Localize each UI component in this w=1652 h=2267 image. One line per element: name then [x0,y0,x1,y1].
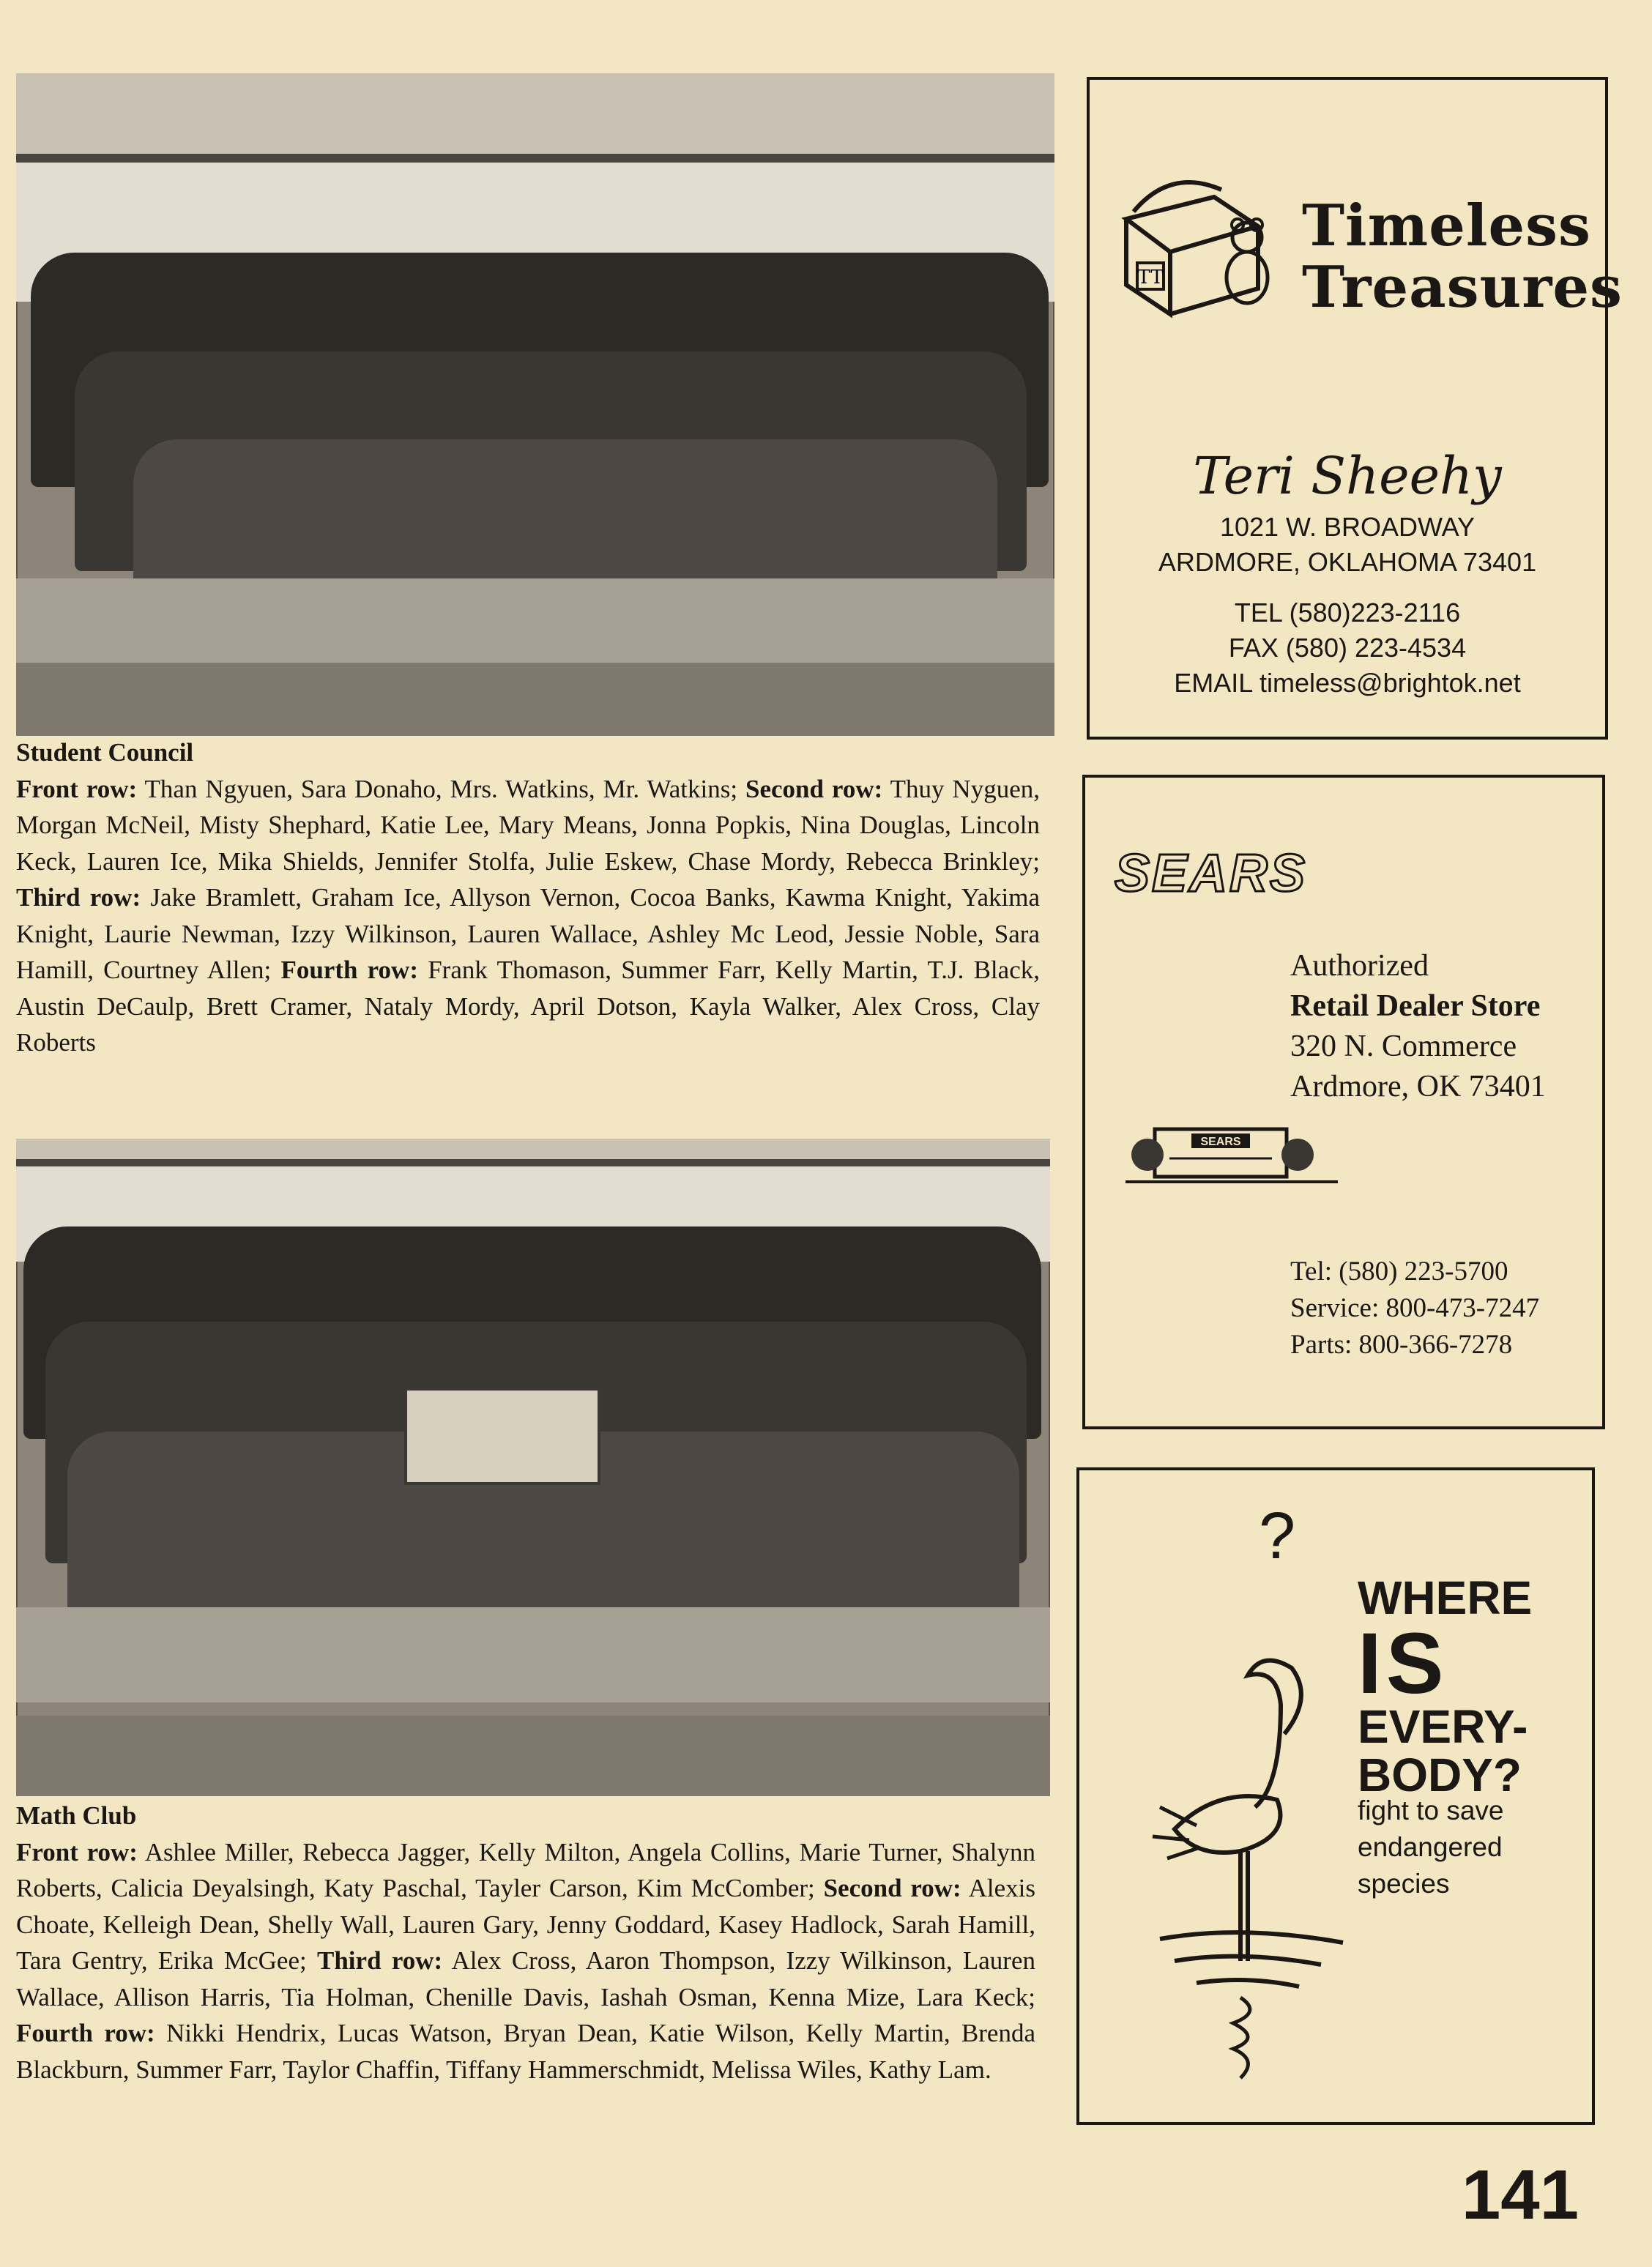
parts-number: Parts: 800-366-7278 [1290,1330,1513,1360]
flamingo-icon [1131,1492,1380,2093]
phone-number: TEL (580)223-2116 [1234,598,1461,628]
headline-word1: WHERE [1358,1571,1533,1624]
treasure-chest-icon [1112,168,1295,321]
ad-line4: Ardmore, OK 73401 [1290,1070,1546,1103]
address-line1: 1021 W. BROADWAY [1219,512,1476,542]
row-names: Nikki Hendrix, Lucas Watson, Bryan Dean, Katie Wilson, Kelly Martin, Brenda Blackburn, Summer Farr, Taylor Chaffin, Tiffany Hammerschmidt, Melissa Wiles, Kathy Lam. [16,2019,1035,2084]
service-number: Service: 800-473-7247 [1290,1293,1540,1323]
tagline-line3: species [1358,1869,1450,1899]
math-club-photo [16,1139,1050,1796]
question-mark: ? [1258,1500,1296,1573]
headline-word2: IS [1358,1615,1448,1712]
row-label: Second row: [823,1874,961,1902]
row-names: Alexis Choate, Kelleigh Dean, Shelly Wall, Lauren Gary, Jenny Goddard, Kasey Hadlock, Sarah Hamill, Tara Gentry, Erika McGee; [16,1874,1035,1975]
row-label: Second row: [745,774,883,803]
brand-name-line2: Treasures [1302,254,1623,321]
fax-number: FAX (580) 223-4534 [1228,633,1467,663]
row-names: Alex Cross, Aaron Thompson, Izzy Wilkinson, Lauren Wallace, Allison Harris, Tia Holman, Chenille Davis, Iashah Osman, Kenna Mize, Lara Keck; [16,1946,1035,2011]
storefront-icon [1125,1114,1338,1195]
owner-name: Teri Sheehy [1193,446,1502,506]
row-names: Frank Thomason, Summer Farr, Kelly Martin, T.J. Black, Austin DeCaulp, Brett Cramer, Nataly Mordy, April Dotson, Kayla Walker, Alex Cross, Clay Roberts [16,956,1040,1057]
row-label: Third row: [317,1946,443,1975]
row-names: Thuy Nyguen, Morgan McNeil, Misty Shephard, Katie Lee, Mary Means, Jonna Popkis, Nina Douglas, Lincoln Keck, Lauren Ice, Mika Shields, Jennifer Stolfa, Julie Eskew, Chase Mordy, Rebecca Brinkley; [16,774,1040,876]
chest-initials: TT [1137,267,1164,289]
headline-word4: BODY? [1358,1749,1522,1801]
row-label: Third row: [16,883,141,912]
endangered-species-ad [1076,1467,1595,2125]
tagline-line1: fight to save [1358,1795,1504,1825]
row-label: Fourth row: [280,956,418,984]
caption-title: Student Council [16,738,194,767]
math-club-caption [16,1798,1035,2088]
caption-body [16,1834,1035,2088]
caption-body [16,771,1040,1061]
phone-number: Tel: (580) 223-5700 [1290,1257,1508,1287]
tagline-line2: endangered [1358,1832,1503,1862]
page-number: 141 [1461,2156,1579,2234]
row-label: Front row: [16,1837,138,1866]
caption-title: Math Club [16,1801,137,1830]
row-names: Jake Bramlett, Graham Ice, Allyson Vernon, Cocoa Banks, Kawma Knight, Yakima Knight, Laurie Newman, Izzy Wilkinson, Lauren Wallace, Ashley Mc Leod, Jessie Noble, Sara Hamill, Courtney Allen; [16,883,1041,984]
student-council-caption [16,734,1040,1061]
email-address: EMAIL timeless@brightok.net [1174,668,1521,698]
headline-word3: EVERY- [1358,1700,1528,1753]
store-sign: SEARS [1200,1136,1241,1148]
ad-line2: Retail Dealer Store [1290,989,1541,1023]
brand-name-line1: Timeless [1302,193,1591,259]
row-label: Fourth row: [16,2019,155,2047]
ad-line3: 320 N. Commerce [1290,1030,1517,1063]
sears-ad [1082,775,1605,1429]
student-council-photo [16,73,1054,736]
sears-logo: SEARS [1115,844,1308,903]
ad-line1: Authorized [1290,949,1429,983]
timeless-treasures-ad [1087,77,1623,740]
address-line2: ARDMORE, OKLAHOMA 73401 [1158,547,1537,577]
row-label: Front row: [16,774,138,803]
row-names: Ashlee Miller, Rebecca Jagger, Kelly Milton, Angela Collins, Marie Turner, Shalynn Roberts, Calicia Deyalsingh, Katy Paschal, Tayler Carson, Kim McComber; [16,1837,1035,1902]
row-names: Than Ngyuen, Sara Donaho, Mrs. Watkins, Mr. Watkins; [137,774,746,803]
